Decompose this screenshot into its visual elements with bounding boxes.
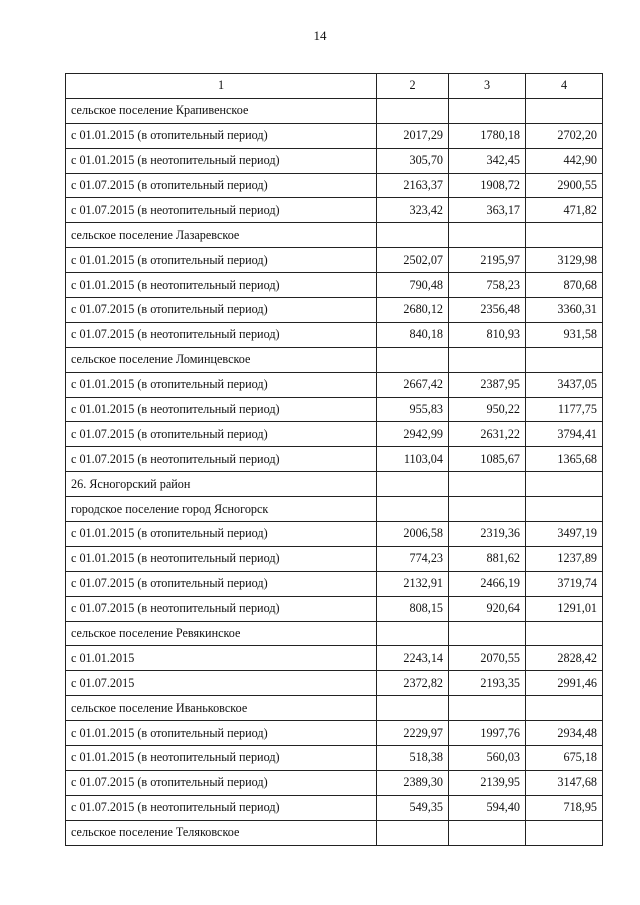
table-row: [66, 397, 603, 422]
table-row: [66, 447, 603, 472]
value-cell-col-4: 442,90: [526, 148, 603, 173]
table-row: [66, 522, 603, 547]
value-cell-col-2: 2006,58: [377, 522, 449, 547]
value-cell-col-2: [377, 347, 449, 372]
value-cell-col-3: [449, 696, 526, 721]
value-cell-col-3: 2319,36: [449, 522, 526, 547]
row-label: с 01.07.2015 (в отопительный период): [66, 422, 377, 447]
value-cell-col-4: [526, 347, 603, 372]
value-cell-col-2: 2372,82: [377, 671, 449, 696]
table-row: [66, 347, 603, 372]
row-label: с 01.07.2015 (в неотопительный период): [66, 596, 377, 621]
value-cell-col-2: 2502,07: [377, 248, 449, 273]
row-label: с 01.07.2015 (в отопительный период): [66, 571, 377, 596]
value-cell-col-4: 3719,74: [526, 571, 603, 596]
value-cell-col-4: 870,68: [526, 273, 603, 298]
table-row: [66, 596, 603, 621]
row-label: с 01.01.2015 (в неотопительный период): [66, 546, 377, 571]
row-label: городское поселение город Ясногорск: [66, 497, 377, 522]
table-row: [66, 721, 603, 746]
value-cell-col-3: 920,64: [449, 596, 526, 621]
value-cell-col-2: [377, 621, 449, 646]
value-cell-col-3: 1997,76: [449, 721, 526, 746]
table-row: [66, 273, 603, 298]
row-label: с 01.07.2015 (в неотопительный период): [66, 322, 377, 347]
value-cell-col-2: [377, 497, 449, 522]
value-cell-col-4: [526, 621, 603, 646]
value-cell-col-2: 518,38: [377, 746, 449, 771]
value-cell-col-2: [377, 98, 449, 123]
value-cell-col-4: 3129,98: [526, 248, 603, 273]
table-row: [66, 746, 603, 771]
value-cell-col-3: [449, 621, 526, 646]
value-cell-col-3: 2387,95: [449, 372, 526, 397]
value-cell-col-3: [449, 347, 526, 372]
value-cell-col-3: [449, 820, 526, 845]
value-cell-col-4: [526, 820, 603, 845]
value-cell-col-3: 342,45: [449, 148, 526, 173]
row-label: с 01.01.2015: [66, 646, 377, 671]
value-cell-col-2: 774,23: [377, 546, 449, 571]
table-body: [66, 98, 603, 845]
value-cell-col-3: [449, 472, 526, 497]
table-row: [66, 98, 603, 123]
value-cell-col-3: 1085,67: [449, 447, 526, 472]
value-cell-col-4: 2934,48: [526, 721, 603, 746]
value-cell-col-2: [377, 696, 449, 721]
value-cell-col-4: 3794,41: [526, 422, 603, 447]
table-row: [66, 422, 603, 447]
value-cell-col-2: 2942,99: [377, 422, 449, 447]
value-cell-col-4: [526, 497, 603, 522]
value-cell-col-4: 3360,31: [526, 298, 603, 323]
value-cell-col-3: 881,62: [449, 546, 526, 571]
value-cell-col-2: 305,70: [377, 148, 449, 173]
row-label: сельское поселение Теляковское: [66, 820, 377, 845]
table-row: [66, 472, 603, 497]
value-cell-col-2: 2243,14: [377, 646, 449, 671]
value-cell-col-4: 3147,68: [526, 770, 603, 795]
row-label: с 01.07.2015 (в неотопительный период): [66, 198, 377, 223]
value-cell-col-4: 1291,01: [526, 596, 603, 621]
value-cell-col-2: 790,48: [377, 273, 449, 298]
value-cell-col-4: 2991,46: [526, 671, 603, 696]
value-cell-col-3: 950,22: [449, 397, 526, 422]
row-label: сельское поселение Лазаревское: [66, 223, 377, 248]
value-cell-col-4: 2702,20: [526, 123, 603, 148]
value-cell-col-2: 2132,91: [377, 571, 449, 596]
row-label: с 01.07.2015 (в отопительный период): [66, 770, 377, 795]
value-cell-col-3: 594,40: [449, 795, 526, 820]
table-header-row: [66, 74, 603, 99]
value-cell-col-2: 2667,42: [377, 372, 449, 397]
value-cell-col-2: [377, 820, 449, 845]
value-cell-col-2: 1103,04: [377, 447, 449, 472]
table-row: [66, 621, 603, 646]
value-cell-col-3: 2195,97: [449, 248, 526, 273]
table-row: [66, 322, 603, 347]
table-row: [66, 148, 603, 173]
value-cell-col-2: 2017,29: [377, 123, 449, 148]
row-label: с 01.07.2015 (в отопительный период): [66, 173, 377, 198]
value-cell-col-3: 810,93: [449, 322, 526, 347]
table-row: [66, 571, 603, 596]
table-row: [66, 497, 603, 522]
row-label: сельское поселение Крапивенское: [66, 98, 377, 123]
column-header-3: 3: [449, 74, 526, 99]
value-cell-col-3: 2356,48: [449, 298, 526, 323]
value-cell-col-3: 2139,95: [449, 770, 526, 795]
row-label: с 01.01.2015 (в неотопительный период): [66, 273, 377, 298]
column-header-1: 1: [66, 74, 377, 99]
table-row: [66, 298, 603, 323]
value-cell-col-2: 549,35: [377, 795, 449, 820]
value-cell-col-4: 1177,75: [526, 397, 603, 422]
value-cell-col-4: 1365,68: [526, 447, 603, 472]
row-label: с 01.01.2015 (в неотопительный период): [66, 397, 377, 422]
value-cell-col-2: 2163,37: [377, 173, 449, 198]
tariff-table: [65, 73, 603, 846]
row-label: с 01.07.2015: [66, 671, 377, 696]
table-row: [66, 546, 603, 571]
value-cell-col-3: 1908,72: [449, 173, 526, 198]
row-label: с 01.01.2015 (в неотопительный период): [66, 148, 377, 173]
value-cell-col-2: 840,18: [377, 322, 449, 347]
row-label: с 01.07.2015 (в неотопительный период): [66, 447, 377, 472]
value-cell-col-4: 675,18: [526, 746, 603, 771]
table-row: [66, 248, 603, 273]
value-cell-col-3: 758,23: [449, 273, 526, 298]
value-cell-col-4: 1237,89: [526, 546, 603, 571]
table-row: [66, 123, 603, 148]
row-label: с 01.01.2015 (в отопительный период): [66, 123, 377, 148]
table-row: [66, 671, 603, 696]
row-label: сельское поселение Иваньковское: [66, 696, 377, 721]
value-cell-col-3: 2631,22: [449, 422, 526, 447]
value-cell-col-3: [449, 223, 526, 248]
value-cell-col-3: 2466,19: [449, 571, 526, 596]
value-cell-col-4: 3437,05: [526, 372, 603, 397]
table-row: [66, 820, 603, 845]
value-cell-col-3: 1780,18: [449, 123, 526, 148]
value-cell-col-2: 323,42: [377, 198, 449, 223]
row-label: с 01.01.2015 (в отопительный период): [66, 522, 377, 547]
row-label: с 01.01.2015 (в отопительный период): [66, 721, 377, 746]
column-header-2: 2: [377, 74, 449, 99]
value-cell-col-3: [449, 497, 526, 522]
row-label: с 01.01.2015 (в неотопительный период): [66, 746, 377, 771]
value-cell-col-4: [526, 472, 603, 497]
value-cell-col-2: 2389,30: [377, 770, 449, 795]
value-cell-col-2: 2229,97: [377, 721, 449, 746]
row-label: 26. Ясногорский район: [66, 472, 377, 497]
value-cell-col-4: [526, 98, 603, 123]
value-cell-col-3: [449, 98, 526, 123]
row-label: с 01.07.2015 (в отопительный период): [66, 298, 377, 323]
table-row: [66, 646, 603, 671]
value-cell-col-4: 931,58: [526, 322, 603, 347]
value-cell-col-4: [526, 696, 603, 721]
value-cell-col-4: 2900,55: [526, 173, 603, 198]
value-cell-col-2: 808,15: [377, 596, 449, 621]
table-row: [66, 198, 603, 223]
table-row: [66, 696, 603, 721]
row-label: с 01.01.2015 (в отопительный период): [66, 248, 377, 273]
row-label: с 01.01.2015 (в отопительный период): [66, 372, 377, 397]
table-row: [66, 223, 603, 248]
value-cell-col-4: 718,95: [526, 795, 603, 820]
column-header-4: 4: [526, 74, 603, 99]
value-cell-col-2: 2680,12: [377, 298, 449, 323]
value-cell-col-2: [377, 223, 449, 248]
page-number: 14: [313, 28, 327, 43]
value-cell-col-2: [377, 472, 449, 497]
value-cell-col-2: 955,83: [377, 397, 449, 422]
value-cell-col-3: 560,03: [449, 746, 526, 771]
table-row: [66, 795, 603, 820]
row-label: сельское поселение Ревякинское: [66, 621, 377, 646]
row-label: сельское поселение Ломинцевское: [66, 347, 377, 372]
value-cell-col-4: 471,82: [526, 198, 603, 223]
table-row: [66, 372, 603, 397]
value-cell-col-3: 363,17: [449, 198, 526, 223]
table-row: [66, 770, 603, 795]
table-row: [66, 173, 603, 198]
row-label: с 01.07.2015 (в неотопительный период): [66, 795, 377, 820]
value-cell-col-4: 2828,42: [526, 646, 603, 671]
value-cell-col-3: 2193,35: [449, 671, 526, 696]
value-cell-col-4: 3497,19: [526, 522, 603, 547]
value-cell-col-3: 2070,55: [449, 646, 526, 671]
value-cell-col-4: [526, 223, 603, 248]
